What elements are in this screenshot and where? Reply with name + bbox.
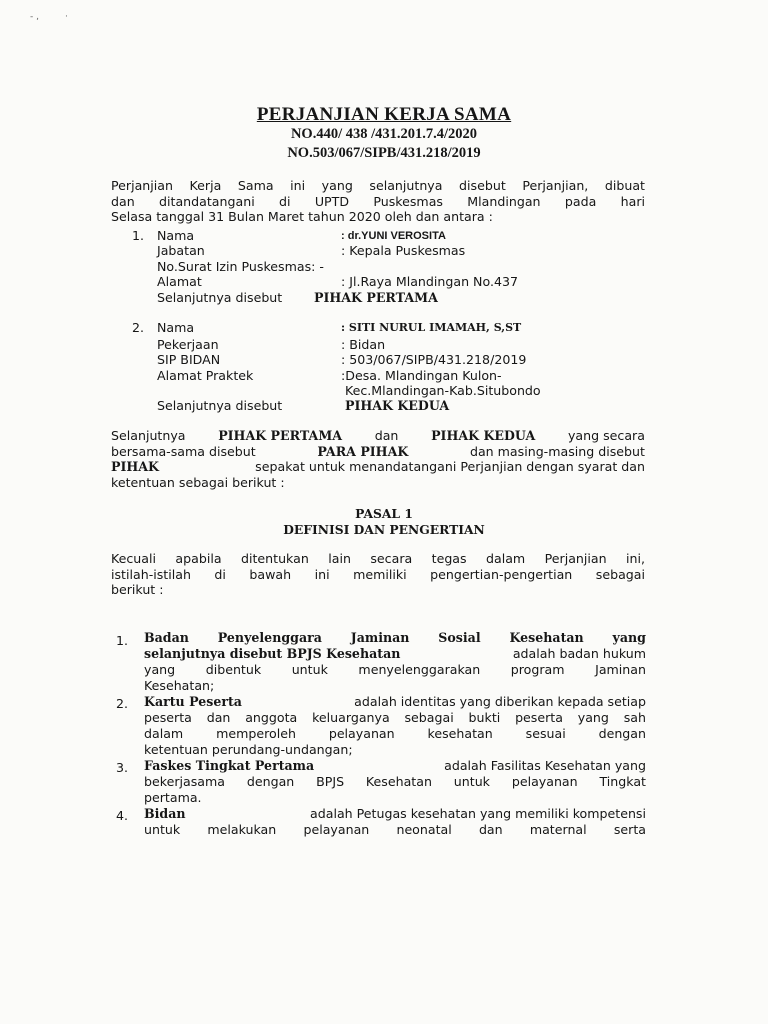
party-term: PIHAK PERTAMA (218, 428, 343, 443)
defined-term: selanjutnya disebut BPJS Kesehatan (144, 646, 401, 661)
party-label: Alamat Praktek (157, 368, 254, 383)
party-label: Selanjutnya disebut (157, 398, 283, 413)
definitions-line: berikut : (111, 582, 164, 597)
party-number: 2. (132, 320, 145, 335)
text-span: adalah identitas yang diberikan kepada setiap (354, 694, 646, 709)
list-item (144, 630, 646, 694)
intro-paragraph (111, 178, 645, 225)
list-line: Badan Penyelenggara Jaminan Sosial Kesehatan yang (144, 630, 646, 645)
list-line (144, 694, 646, 710)
defined-term: Bidan (144, 806, 186, 821)
party-value: : Jl.Raya Mlandingan No.437 (341, 274, 519, 289)
agreement-number-1: NO.440/ 438 /431.201.7.4/2020 (290, 126, 478, 142)
pasal-title: DEFINISI DAN PENGERTIAN (283, 522, 485, 537)
party-label: Pekerjaan (157, 337, 219, 352)
party-value: : dr.YUNI VEROSITA (341, 230, 446, 242)
agreement-line (111, 459, 645, 475)
text-span: dan (374, 428, 399, 443)
list-item-number: 1. (116, 633, 129, 648)
party-value: : 503/067/SIPB/431.218/2019 (341, 352, 527, 367)
defined-term: Faskes Tingkat Pertama (144, 758, 315, 773)
list-item-number: 2. (116, 696, 129, 711)
agreement-line (111, 428, 645, 444)
party-label: No.Surat Izin Puskesmas: - (157, 259, 324, 274)
list-line: peserta dan anggota keluarganya sebagai bukti peserta yang sah (144, 710, 646, 725)
party-value: Kec.Mlandingan-Kab.Situbondo (345, 383, 541, 398)
list-item-number: 3. (116, 760, 129, 775)
text-span: adalah Petugas kesehatan yang memiliki kompetensi (310, 806, 646, 821)
scan-speck: · (65, 12, 68, 22)
party-term: PIHAK KEDUA (431, 428, 536, 443)
list-line: yang dibentuk untuk menyelenggarakan program Jaminan (144, 662, 646, 677)
agreement-line: ketentuan sebagai berikut : (111, 474, 285, 490)
agreement-line (111, 444, 645, 460)
list-line (144, 646, 646, 662)
party-value: : Kepala Puskesmas (341, 243, 466, 258)
party-label: Nama (157, 228, 195, 243)
intro-line: dan ditandatangani di UPTD Puskesmas Mlandingan pada hari (111, 193, 645, 209)
list-line (144, 806, 646, 822)
list-item (144, 806, 646, 838)
list-line: dalam memperoleh pelayanan kesehatan sesuai dengan (144, 726, 646, 741)
party-label: Jabatan (157, 243, 205, 258)
text-span: sepakat untuk menandatangani Perjanjian dengan syarat dan (255, 459, 645, 474)
text-span: adalah badan hukum (512, 646, 646, 661)
party-label: Nama (157, 320, 195, 335)
party-number: 1. (132, 228, 145, 243)
intro-line: Selasa tanggal 31 Bulan Maret tahun 2020 oleh dan antara : (111, 209, 493, 224)
party-term: PIHAK (111, 459, 159, 474)
party-role: PIHAK PERTAMA (314, 290, 438, 305)
definitions-line: Kecuali apabila ditentukan lain secara tegas dalam Perjanjian ini, (111, 551, 645, 566)
party-value: : Bidan (341, 337, 386, 352)
party-term: PARA PIHAK (317, 443, 409, 459)
pasal-number: PASAL 1 (355, 506, 413, 521)
document-title: PERJANJIAN KERJA SAMA (256, 104, 512, 125)
text-span: Selanjutnya (111, 428, 186, 443)
definitions-line: istilah-istilah di bawah ini memiliki pengertian-pengertian sebagai (111, 566, 645, 582)
list-line: pertama. (144, 790, 202, 805)
text-span: adalah Fasilitas Kesehatan yang (444, 758, 646, 773)
list-line: ketentuan perundang-undangan; (144, 742, 353, 757)
list-line: bekerjasama dengan BPJS Kesehatan untuk pelayanan Tingkat (144, 774, 646, 789)
defined-term: Kartu Peserta (144, 694, 242, 709)
list-line (144, 758, 646, 774)
text-span: bersama-sama disebut (111, 443, 256, 459)
agreement-number-2: NO.503/067/SIPB/431.218/2019 (287, 145, 481, 161)
list-line: untuk melakukan pelayanan neonatal dan maternal serta (144, 822, 646, 837)
list-item-number: 4. (116, 808, 129, 823)
list-line: Kesehatan; (144, 678, 215, 693)
party-role: PIHAK KEDUA (345, 398, 450, 413)
definitions-intro (111, 551, 645, 598)
list-item (144, 758, 646, 806)
intro-line: Perjanjian Kerja Sama ini yang selanjutnya disebut Perjanjian, dibuat (111, 178, 645, 193)
party-value: :Desa. Mlandingan Kulon- (341, 368, 502, 383)
text-span: yang secara (567, 428, 645, 443)
scan-speck: - , (30, 12, 39, 22)
list-item (144, 694, 646, 758)
agreement-paragraph (111, 428, 645, 490)
party-value: : SITI NURUL IMAMAH, S,ST (341, 321, 522, 334)
party-label: SIP BIDAN (157, 352, 221, 367)
text-span: dan masing-masing disebut (469, 443, 645, 459)
party-label: Alamat (157, 274, 202, 289)
party-label: Selanjutnya disebut (157, 290, 283, 305)
